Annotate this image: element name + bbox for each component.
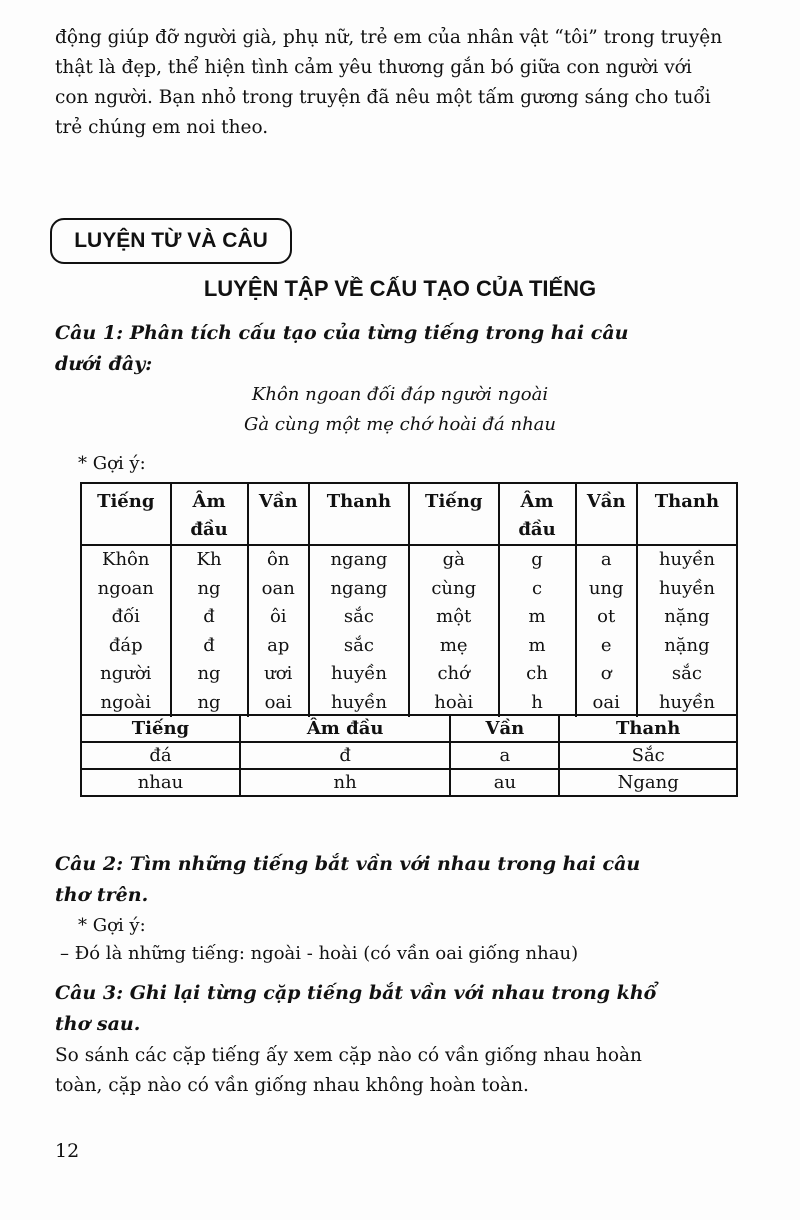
table-cell: oai — [248, 689, 309, 718]
table-cell: huyền — [637, 689, 737, 718]
column-header: Tiếng — [81, 483, 171, 545]
text-line: thơ trên. — [55, 884, 149, 906]
hint-label: * Gợi ý: — [78, 453, 146, 474]
column-header: Thanh — [309, 483, 409, 545]
text-line: trẻ chúng em noi theo. — [55, 117, 269, 138]
table-cell: ôi — [248, 603, 309, 632]
table-cell: huyền — [309, 660, 409, 689]
column-header: Vần — [450, 715, 559, 742]
question-1 — [55, 318, 745, 380]
column-header: Âm đầu — [240, 715, 450, 742]
answer-text: – Đó là những tiếng: ngoài - hoài (có vần oai giống nhau) — [60, 943, 579, 964]
table-cell: nhau — [81, 769, 240, 796]
analysis-table-2 — [80, 714, 738, 797]
table-cell: ươi — [248, 660, 309, 689]
table-cell: au — [450, 769, 559, 796]
table-cell: ngang — [309, 575, 409, 604]
table-row — [81, 769, 737, 796]
table-cell: đ — [171, 632, 248, 661]
table-cell: g — [499, 545, 576, 575]
table-cell: đáp — [81, 632, 171, 661]
table-row — [81, 742, 737, 769]
hint-label: * Gợi ý: — [78, 915, 146, 936]
table-cell: chớ — [409, 660, 499, 689]
text-line: toàn, cặp nào có vần giống nhau không hoàn toàn. — [55, 1075, 529, 1096]
table-cell: nặng — [637, 632, 737, 661]
column-header: Vần — [248, 483, 309, 545]
table-cell: ngoài — [81, 689, 171, 718]
table-cell: ot — [576, 603, 637, 632]
table-cell: oai — [576, 689, 637, 718]
table-cell: đ — [240, 742, 450, 769]
column-header: Vần — [576, 483, 637, 545]
table-row — [81, 660, 737, 689]
table-cell: huyền — [309, 689, 409, 718]
text-line: thơ sau. — [55, 1013, 141, 1035]
table-cell: ng — [171, 575, 248, 604]
poem-line: Gà cùng một mẹ chớ hoài đá nhau — [243, 414, 556, 435]
table-cell: Kh — [171, 545, 248, 575]
table-row — [81, 603, 737, 632]
column-header: Thanh — [637, 483, 737, 545]
table-cell: huyền — [637, 575, 737, 604]
table-cell: ngang — [309, 545, 409, 575]
table-cell: huyền — [637, 545, 737, 575]
lesson-title: LUYỆN TẬP VỀ CẤU TẠO CỦA TIẾNG — [203, 276, 597, 301]
table-cell: ngoan — [81, 575, 171, 604]
text-line: con người. Bạn nhỏ trong truyện đã nêu một tấm gương sáng cho tuổi — [55, 87, 711, 108]
table-cell: a — [450, 742, 559, 769]
column-header: Tiếng — [81, 715, 240, 742]
table-cell: mẹ — [409, 632, 499, 661]
table-cell: e — [576, 632, 637, 661]
table-row — [81, 575, 737, 604]
column-header: Thanh — [559, 715, 737, 742]
table-cell: ơ — [576, 660, 637, 689]
table-cell: người — [81, 660, 171, 689]
table-cell: m — [499, 632, 576, 661]
table-cell: cùng — [409, 575, 499, 604]
intro-paragraph — [55, 23, 745, 143]
table-cell: ung — [576, 575, 637, 604]
table-cell: một — [409, 603, 499, 632]
table-cell: gà — [409, 545, 499, 575]
table-cell: c — [499, 575, 576, 604]
section-label: LUYỆN TỪ VÀ CÂU — [50, 218, 292, 264]
table-row — [81, 689, 737, 718]
text-line: So sánh các cặp tiếng ấy xem cặp nào có vần giống nhau hoàn — [55, 1045, 642, 1066]
text-line: Câu 1: Phân tích cấu tạo của từng tiếng trong hai câu — [55, 322, 629, 344]
table-cell: đ — [171, 603, 248, 632]
table-cell: h — [499, 689, 576, 718]
table-cell: ap — [248, 632, 309, 661]
table-cell: đá — [81, 742, 240, 769]
analysis-table — [80, 482, 738, 717]
page-number: 12 — [55, 1140, 80, 1162]
table-cell: sắc — [309, 603, 409, 632]
text-line: dưới đây: — [55, 353, 153, 375]
text-line: động giúp đỡ người già, phụ nữ, trẻ em của nhân vật “tôi” trong truyện — [55, 27, 723, 48]
question-3-body — [55, 1041, 745, 1101]
table-cell: ôn — [248, 545, 309, 575]
table-cell: nặng — [637, 603, 737, 632]
question-3 — [55, 978, 745, 1040]
column-header: Âm đầu — [499, 483, 576, 545]
column-header: Tiếng — [409, 483, 499, 545]
text-line: thật là đẹp, thể hiện tình cảm yêu thương gắn bó giữa con người với — [55, 57, 692, 78]
table-cell: oan — [248, 575, 309, 604]
table-cell: hoài — [409, 689, 499, 718]
poem-line: Khôn ngoan đối đáp người ngoài — [251, 384, 549, 405]
table-row — [81, 632, 737, 661]
text-line: Câu 3: Ghi lại từng cặp tiếng bắt vần với nhau trong khổ — [55, 982, 657, 1004]
table-cell: Sắc — [559, 742, 737, 769]
column-header: Âm đầu — [171, 483, 248, 545]
table-cell: đối — [81, 603, 171, 632]
table-cell: a — [576, 545, 637, 575]
table-cell: ng — [171, 660, 248, 689]
poem — [0, 380, 800, 440]
table-cell: Khôn — [81, 545, 171, 575]
table-cell: sắc — [309, 632, 409, 661]
table-cell: nh — [240, 769, 450, 796]
text-line: Câu 2: Tìm những tiếng bắt vần với nhau trong hai câu — [55, 853, 641, 875]
table-cell: ng — [171, 689, 248, 718]
question-2 — [55, 849, 745, 911]
table-cell: sắc — [637, 660, 737, 689]
table-cell: ch — [499, 660, 576, 689]
table-cell: m — [499, 603, 576, 632]
table-cell: Ngang — [559, 769, 737, 796]
table-row — [81, 545, 737, 575]
